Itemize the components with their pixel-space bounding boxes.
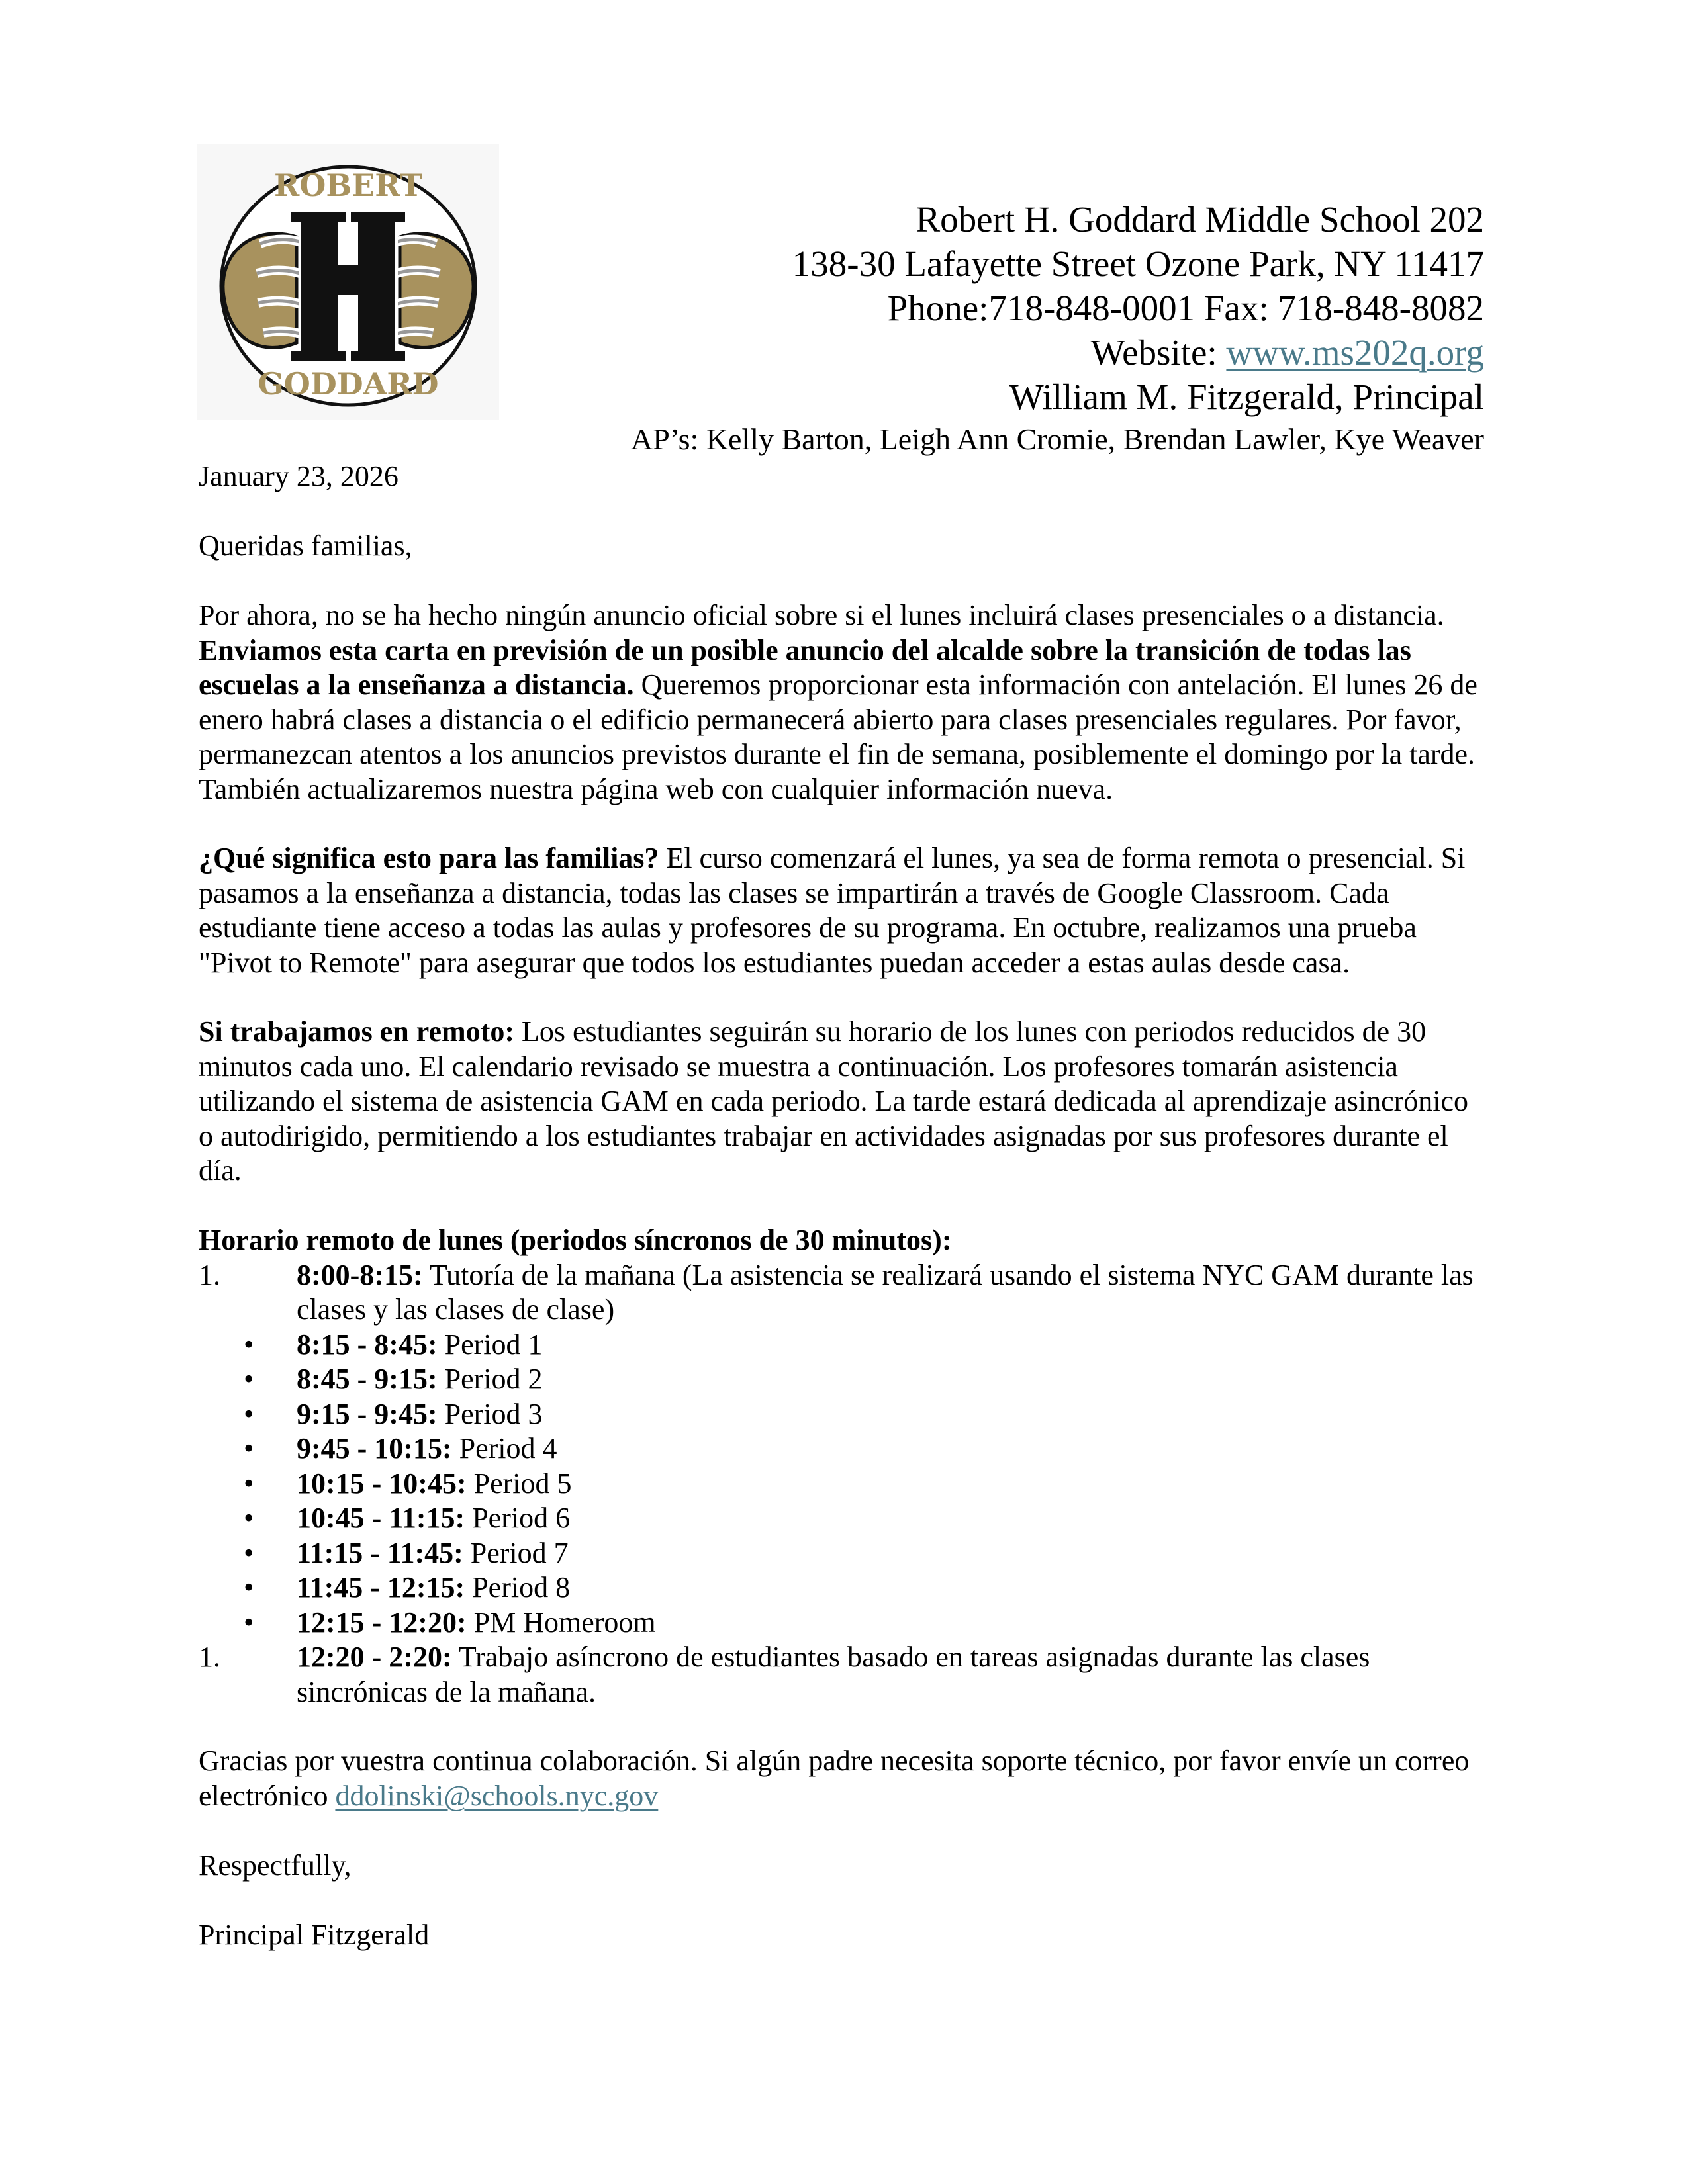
schedule-time: 11:15 - 11:45:	[297, 1536, 463, 1569]
school-address: 138-30 Lafayette Street Ozone Park, NY 11417	[792, 244, 1484, 284]
schedule-time: 8:00-8:15:	[297, 1258, 423, 1291]
website-link[interactable]: www.ms202q.org	[1226, 332, 1484, 373]
p3-heading: Si trabajamos en remoto:	[199, 1015, 514, 1048]
remote-schedule	[199, 1223, 1489, 1709]
schedule-time: 9:15 - 9:45:	[297, 1397, 438, 1430]
bullet-icon: •	[244, 1502, 254, 1534]
closing-paragraph	[199, 1744, 1489, 1813]
letter-date: January 23, 2026	[199, 460, 399, 492]
school-logo	[197, 144, 499, 420]
bullet-icon: •	[244, 1328, 254, 1361]
svg-text:GODDARD: GODDARD	[258, 366, 439, 402]
schedule-item	[199, 1328, 1489, 1363]
p1-text-a: Por ahora, no se ha hecho ningún anuncio oficial sobre si el lunes incluirá clases presenciales o a distancia.	[199, 599, 1444, 631]
letterhead	[792, 197, 1484, 419]
phone-fax: Phone:718-848-0001 Fax: 718-848-8082	[887, 288, 1484, 328]
schedule-item	[199, 1606, 1489, 1641]
schedule-time: 8:45 - 9:15:	[297, 1363, 438, 1395]
schedule-time: 9:45 - 10:15:	[297, 1432, 452, 1465]
schedule-time: 12:15 - 12:20:	[297, 1606, 467, 1639]
p2-text: El curso comenzará el lunes, ya sea de forma remota o presencial. Si pasamos a la enseñanza a distancia, todas las clases se impartirán a través de Google Classroom. Cada estudiante tiene acceso a todas las aulas y profesores de su programa. En octubre, realizamos una prueba "Pivot to Remote" para asegurar que todos los estudiantes puedan acceder a estas aulas desde casa.	[199, 842, 1466, 979]
schedule-item	[199, 1640, 1489, 1709]
paragraph-announcement	[199, 598, 1489, 807]
bullet-icon: •	[244, 1397, 254, 1430]
schedule-time: 8:15 - 8:45:	[297, 1328, 438, 1361]
schedule-time: 10:45 - 11:15:	[297, 1502, 465, 1534]
schedule-desc: Tutoría de la mañana (La asistencia se realizará usando el sistema NYC GAM durante las clases y las clases de clase)	[297, 1258, 1474, 1326]
school-name: Robert H. Goddard Middle School 202	[915, 199, 1484, 240]
schedule-desc: Period 5	[466, 1467, 572, 1500]
schedule-item	[199, 1397, 1489, 1432]
p1-bold: Enviamos esta carta en previsión de un posible anuncio del alcalde sobre la transición de todas las escuelas a la enseñanza a distancia.	[199, 633, 1411, 701]
p2-heading: ¿Qué significa esto para las familias?	[199, 842, 659, 874]
schedule-item	[199, 1501, 1489, 1536]
schedule-time: 12:20 - 2:20:	[297, 1641, 452, 1673]
p1-text-b: Queremos proporcionar esta información con antelación. El lunes 26 de enero habrá clases a distancia o el edificio permanecerá abierto para clases presenciales regulares. Por favor, permanezcan atentos a los anuncios previstos durante el fin de semana, posiblemente el domingo por la tarde. También actualizaremos nuestra página web con cualquier información nueva.	[199, 668, 1477, 805]
list-number: 1.	[199, 1641, 220, 1673]
bullet-icon: •	[244, 1432, 254, 1465]
schedule-item	[199, 1258, 1489, 1328]
schedule-desc: Period 2	[437, 1363, 543, 1395]
bullet-icon: •	[244, 1467, 254, 1500]
schedule-item	[199, 1570, 1489, 1606]
website-line	[792, 330, 1484, 375]
bullet-icon: •	[244, 1363, 254, 1395]
schedule-desc: Trabajo asíncrono de estudiantes basado en tareas asignadas durante las clases sincrónicas de la mañana.	[297, 1641, 1370, 1708]
support-email-link[interactable]: ddolinski@schools.nyc.gov	[335, 1779, 659, 1812]
list-number: 1.	[199, 1258, 220, 1291]
schedule-item	[199, 1432, 1489, 1467]
closing-text: Gracias por vuestra continua colaboración. Si algún padre necesita soporte técnico, por favor envíe un correo electrónico	[199, 1745, 1470, 1812]
schedule-list	[199, 1258, 1489, 1710]
schedule-desc: Period 4	[451, 1432, 557, 1465]
principal-name: William M. Fitzgerald, Principal	[1009, 377, 1484, 417]
svg-text:ROBERT: ROBERT	[274, 167, 422, 203]
schedule-desc: Period 1	[437, 1328, 543, 1361]
goddard-hawk-logo-icon	[197, 144, 499, 420]
schedule-desc: Period 3	[437, 1397, 543, 1430]
schedule-item	[199, 1536, 1489, 1571]
schedule-desc: Period 8	[465, 1571, 571, 1604]
paragraph-remote	[199, 1015, 1489, 1189]
schedule-item	[199, 1362, 1489, 1397]
paragraph-families	[199, 841, 1489, 980]
bullet-icon: •	[244, 1571, 254, 1604]
schedule-desc: Period 7	[463, 1536, 569, 1569]
schedule-desc: Period 6	[465, 1502, 571, 1534]
schedule-time: 10:15 - 10:45:	[297, 1467, 467, 1500]
schedule-time: 11:45 - 12:15:	[297, 1571, 465, 1604]
signature: Principal Fitzgerald	[199, 1919, 430, 1951]
schedule-heading	[199, 1223, 1489, 1258]
valediction: Respectfully,	[199, 1849, 352, 1882]
website-label: Website:	[1090, 332, 1227, 373]
schedule-item	[199, 1467, 1489, 1502]
greeting: Queridas familias,	[199, 529, 412, 562]
schedule-desc: PM Homeroom	[466, 1606, 656, 1639]
bullet-icon: •	[244, 1606, 254, 1639]
assistant-principals: AP’s: Kelly Barton, Leigh Ann Cromie, Brendan Lawler, Kye Weaver	[631, 422, 1484, 456]
bullet-icon: •	[244, 1536, 254, 1569]
schedule-heading-text: Horario remoto de lunes (periodos síncronos de 30 minutos):	[199, 1224, 952, 1256]
p3-text: Los estudiantes seguirán su horario de los lunes con periodos reducidos de 30 minutos cada uno. El calendario revisado se muestra a continuación. Los profesores tomarán asistencia utilizando el sistema de asistencia GAM en cada periodo. La tarde estará dedicada al aprendizaje asincrónico o autodirigido, permitiendo a los estudiantes trabajar en actividades asignadas por sus profesores durante el día.	[199, 1015, 1469, 1187]
